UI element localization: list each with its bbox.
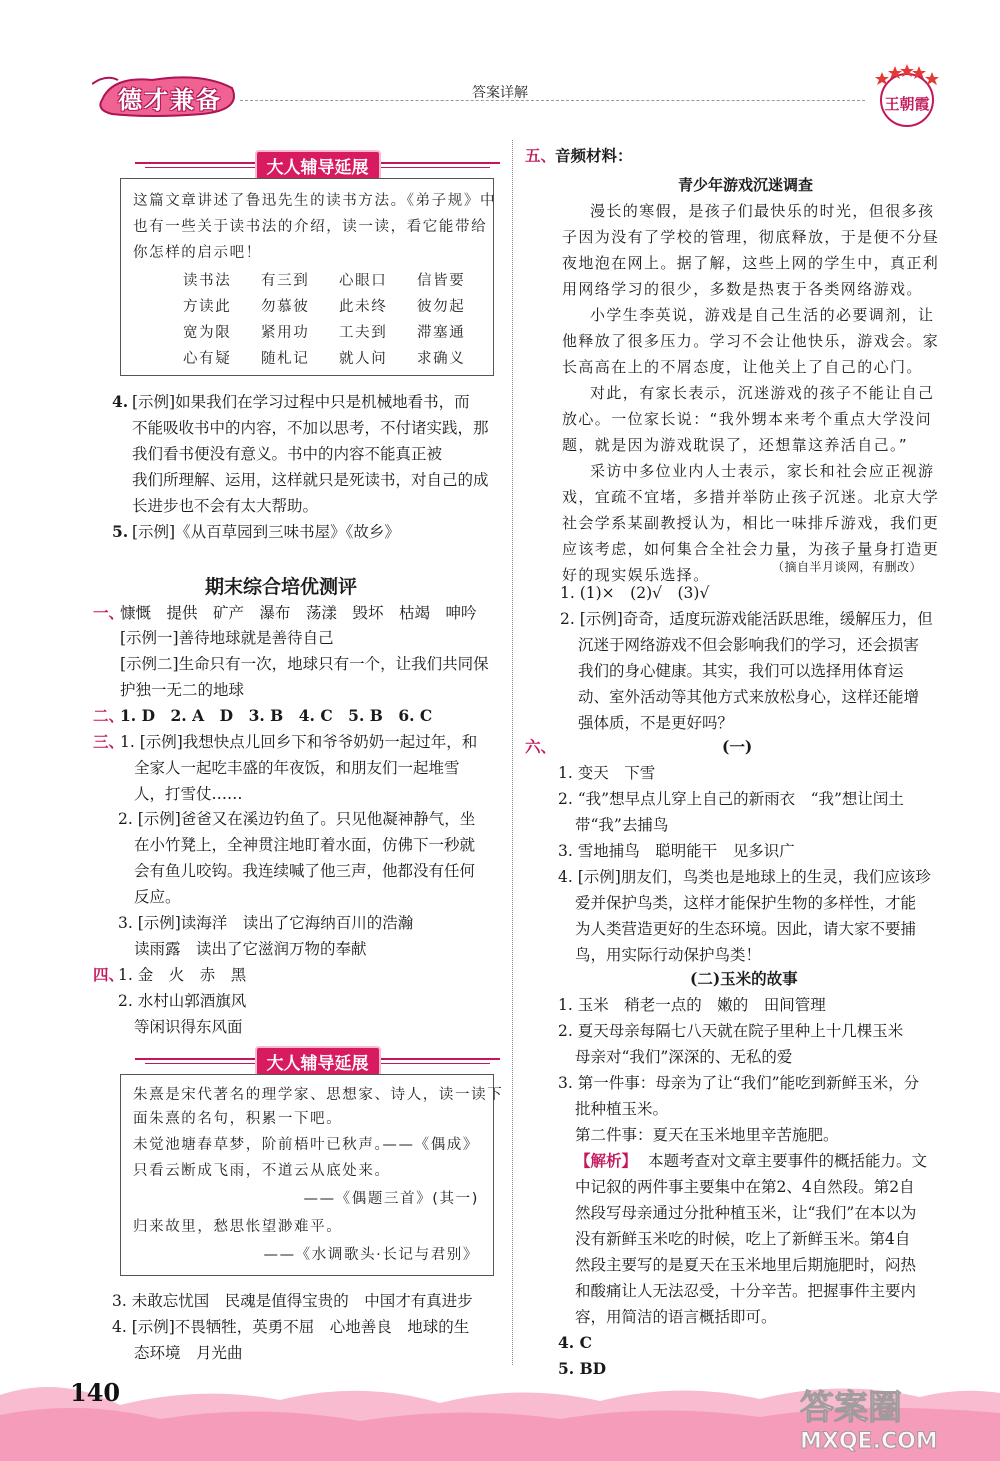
article-line: 用网络学习的很少，多数是热衷于各类网络游戏。 xyxy=(562,280,923,298)
section-heading: 音频材料： xyxy=(555,146,633,165)
answer-line: 慷慨 提供 矿产 瀑布 荡漾 毁坏 枯竭 呻吟 xyxy=(120,604,477,622)
answer-line: 强体质，不是更好吗？ xyxy=(578,714,734,732)
page-header-title: 答案详解 xyxy=(472,85,528,101)
answer-line: 态环境 月光曲 xyxy=(134,1344,243,1362)
answer-line: 2. 夏天母亲每隔七八天就在院子里种上十几棵玉米 xyxy=(558,1022,904,1040)
verse-cell: 随札记 xyxy=(261,351,310,367)
section-label: 三、 xyxy=(93,732,125,751)
verse-cell: 勿慕彼 xyxy=(261,299,310,315)
banner-parent-guide-1 xyxy=(135,150,500,176)
column-divider xyxy=(512,140,513,1365)
answer-line: 动、室外活动等其他方式来放松身心，这样还能增 xyxy=(578,688,920,706)
answer-line: 我们的身心健康。其实，我们可以选择用体育运 xyxy=(578,662,904,680)
answer-line: 读雨露 读出了它滋润万物的奉献 xyxy=(134,940,367,958)
quote-text: 归来故里，愁思怅望渺难平。 xyxy=(133,1219,343,1235)
box-intro-line: 朱熹是宋代著名的理学家、思想家、诗人，读一读下 xyxy=(133,1087,504,1103)
answer-line: 等闲识得东风面 xyxy=(134,1018,243,1036)
answer-line: 我们所理解、运用，这样就只是死读书，对自己的成 xyxy=(132,471,489,489)
part-title: (二)玉米的故事 xyxy=(690,969,798,988)
answer-line: 3. 未敢忘忧国 民魂是值得宝贵的 中国才有真进步 xyxy=(112,1292,473,1310)
banner-parent-guide-2 xyxy=(135,1046,500,1072)
answer-line: 1. 变天 下雪 xyxy=(558,764,656,782)
article-line: 采访中多位业内人士表示，家长和社会应正视游 xyxy=(590,462,935,480)
answer-line: [示例]如果我们在学习过程中只是机械地看书，而 xyxy=(132,393,470,411)
article-line: 子因为没有了学校的管理，彻底释放，于是便不分昼 xyxy=(562,228,940,246)
section-label: 一、 xyxy=(93,603,125,622)
banner-label: 大人辅导延展 xyxy=(255,150,381,181)
article-line: 应该考虑，如何集合全社会力量，为孩子量身打造更 xyxy=(562,540,940,558)
answer-line: 长进步也不会有太大帮助。 xyxy=(132,497,319,515)
verse-cell: 宽为限 xyxy=(183,325,232,341)
answer-line: 2. [示例]奇奇，适度玩游戏能活跃思维，缓解压力，但 xyxy=(560,610,933,628)
answer-line: 母亲对“我们”深深的、无私的爱 xyxy=(575,1048,793,1066)
answer-line: 4. C xyxy=(558,1333,592,1352)
guide-box-1 xyxy=(120,178,497,376)
answer-line: 为人类营造更好的生态环境。因此，请大家不要捕 xyxy=(575,920,917,938)
answer-line: 2. 水村山郭酒旗风 xyxy=(118,992,247,1010)
box-intro-line: 面朱熹的名句，积累一下吧。 xyxy=(133,1111,343,1127)
article-line: 社会学系某副教授认为，相比一味排斥游戏，我们更 xyxy=(562,514,940,532)
quote-source: ——《偶题三首》(其一) xyxy=(303,1191,479,1207)
answer-line: 3. 雪地捕鸟 聪明能干 见多识广 xyxy=(558,842,795,860)
header-divider xyxy=(240,100,865,101)
answer-line: 鸟，用实际行动保护鸟类！ xyxy=(575,946,762,964)
article-line: 题，就是因为游戏耽误了，还想靠这养活自己。” xyxy=(562,436,909,454)
answer-line: 在小竹凳上，全神贯注地盯着水面，仿佛下一秒就 xyxy=(134,836,476,854)
analysis-line: 然段主要写的是夏天在玉米地里后期施肥时，闷热 xyxy=(575,1256,917,1274)
quote-source: ——《水调歌头·长记与君别》 xyxy=(263,1247,479,1263)
answer-line: 全家人一起吃丰盛的年夜饭，和朋友们一起堆雪 xyxy=(134,759,460,777)
box-intro-line: 也有一些关于读书法的介绍，读一读，看它能带给 xyxy=(133,219,488,235)
answer-line: 1. D 2. A D 3. B 4. C 5. B 6. C xyxy=(120,706,433,725)
verse-cell: 求确义 xyxy=(417,351,466,367)
answer-line: 会有鱼儿咬钩。我连续喊了他三声，他都没有任何 xyxy=(134,862,476,880)
article-title: 青少年游戏沉迷调查 xyxy=(678,176,814,194)
verse-cell: 滞塞通 xyxy=(417,325,466,341)
verse-cell: 心眼口 xyxy=(339,273,388,289)
answer-line: 2. “我”想早点儿穿上自己的新雨衣 “我”想让闰土 xyxy=(558,790,904,808)
answer-line: 爱并保护鸟类，这样才能保护生物的多样性，才能 xyxy=(575,894,917,912)
question-number: 5. xyxy=(112,522,129,541)
answer-line: 反应。 xyxy=(134,888,181,906)
answer-line: 1. 金 火 赤 黑 xyxy=(118,966,247,984)
box-intro-line: 这篇文章讲述了鲁迅先生的读书方法。《弟子规》中 xyxy=(133,193,497,209)
logo-text: 德才兼备 xyxy=(118,86,222,114)
article-line: 夜地泡在网上。据了解，这些上网的学生中，真正利 xyxy=(562,254,940,272)
watermark-url: MXQE.COM xyxy=(800,1429,938,1454)
article-source: （摘自半月谈网，有删改） xyxy=(772,560,923,574)
verse-cell: 有三到 xyxy=(261,273,310,289)
article-line: 漫长的寒假，是孩子们最快乐的时光，但很多孩 xyxy=(590,202,935,220)
answer-line: 不能吸收书中的内容，不加以思考，不付诸实践，那 xyxy=(132,419,489,437)
part-title: (一) xyxy=(722,737,753,756)
answer-line: 4. [示例]朋友们，鸟类也是地球上的生灵，我们应该珍 xyxy=(558,868,931,886)
verse-cell: 此未终 xyxy=(339,299,388,315)
watermark xyxy=(800,1380,938,1454)
answer-line: 1. [示例]我想快点儿回乡下和爷爷奶奶一起过年，和 xyxy=(120,733,478,751)
box-intro-line: 你怎样的启示吧！ xyxy=(133,245,262,261)
verse-cell: 心有疑 xyxy=(183,351,232,367)
question-number: 4. xyxy=(112,392,129,411)
watermark-main: 答案圈 xyxy=(800,1388,902,1428)
article-line: 他释放了很多压力。学习不会让他快乐，游戏会。家 xyxy=(562,332,940,350)
article-line: 好的现实娱乐选择。 xyxy=(562,566,710,584)
answer-line: 4. [示例]不畏牺牲，英勇不屈 心地善良 地球的生 xyxy=(112,1318,470,1336)
article-line: 长高高在上的不屑态度，让他关上了自己的心门。 xyxy=(562,358,923,376)
answer-line: 第二件事：夏天在玉米地里辛苦施肥。 xyxy=(575,1126,839,1144)
article-line: 放心。一位家长说：“我外甥本来考个重点大学没问 xyxy=(562,410,932,428)
analysis-line: 然段写母亲通过分批种植玉米，让“我们”在本以为 xyxy=(575,1204,917,1222)
answer-line: 护独一无二的地球 xyxy=(120,681,245,699)
quote-text: 未觉池塘春草梦，阶前梧叶已秋声。 xyxy=(133,1137,391,1153)
page-number: 140 xyxy=(70,1378,121,1407)
article-line: 对此，有家长表示，沉迷游戏的孩子不能让自己 xyxy=(590,384,935,402)
answer-line: 带“我”去捕鸟 xyxy=(575,816,669,834)
answer-line: 沉迷于网络游戏不但会影响我们的学习，还会损害 xyxy=(578,636,920,654)
section-label: 二、 xyxy=(93,706,125,725)
analysis-line: 中记叙的两件事主要集中在第2、4自然段。第2自 xyxy=(575,1178,915,1196)
quote-text: 只看云断成飞雨，不道云从底处来。 xyxy=(133,1163,391,1179)
verse-cell: 彼勿起 xyxy=(417,299,466,315)
analysis-line: 和酸痛让人无法忍受，十分辛苦。把握事件主要内 xyxy=(575,1282,917,1300)
verse-cell: 读书法 xyxy=(183,273,232,289)
analysis-line: 没有新鲜玉米吃的时候，吃上了新鲜玉米。第4自 xyxy=(575,1230,911,1248)
exam-title: 期末综合培优测评 xyxy=(205,576,358,598)
answer-line: [示例二]生命只有一次，地球只有一个，让我们共同保 xyxy=(120,655,489,673)
verse-cell: 就人问 xyxy=(339,351,388,367)
banner-label: 大人辅导延展 xyxy=(255,1046,381,1077)
section-label: 四、 xyxy=(93,965,125,984)
quote-source: ——《偶成》 xyxy=(382,1137,479,1153)
brand-name: 王朝霞 xyxy=(884,95,930,113)
guide-box-2 xyxy=(120,1074,504,1276)
answer-line: 3. [示例]读海洋 读出了它海纳百川的浩瀚 xyxy=(118,914,414,932)
section-label: 六、 xyxy=(525,737,557,756)
answer-line: 2. [示例]爸爸又在溪边钓鱼了。只见他凝神静气，坐 xyxy=(118,810,476,828)
article-line: 戏，宜疏不宜堵，多措并举防止孩子沉迷。北京大学 xyxy=(562,488,940,506)
analysis-line: 容，用简洁的语言概括即可。 xyxy=(575,1308,777,1326)
answer-line: 1. (1)× (2)√ (3)√ xyxy=(560,584,710,602)
article-line: 小学生李英说，游戏是自己生活的必要调剂，让 xyxy=(590,306,935,324)
section-label: 五、 xyxy=(525,146,557,165)
verse-cell: 工夫到 xyxy=(339,325,388,341)
verse-cell: 紧用功 xyxy=(261,325,310,341)
answer-line: 3. 第一件事：母亲为了让“我们”能吃到新鲜玉米，分 xyxy=(558,1074,920,1092)
answer-line: 5. BD xyxy=(558,1359,607,1378)
answer-line: 我们看书便没有意义。书中的内容不能真正被 xyxy=(132,445,443,463)
answer-line: [示例一]善待地球就是善待自己 xyxy=(120,629,334,647)
analysis-label: 【解析】 xyxy=(575,1151,638,1170)
verse-cell: 方读此 xyxy=(183,299,232,315)
answer-line: [示例]《从百草园到三味书屋》《故乡》 xyxy=(132,523,400,541)
answer-line: 批种植玉米。 xyxy=(575,1100,669,1118)
analysis-line: 本题考查对文章主要事件的概括能力。文 xyxy=(648,1152,928,1170)
answer-line: 1. 玉米 稍老一点的 嫩的 田间管理 xyxy=(558,996,826,1014)
answer-line: 人，打雪仗…… xyxy=(134,785,243,803)
verse-cell: 信皆要 xyxy=(417,273,466,289)
